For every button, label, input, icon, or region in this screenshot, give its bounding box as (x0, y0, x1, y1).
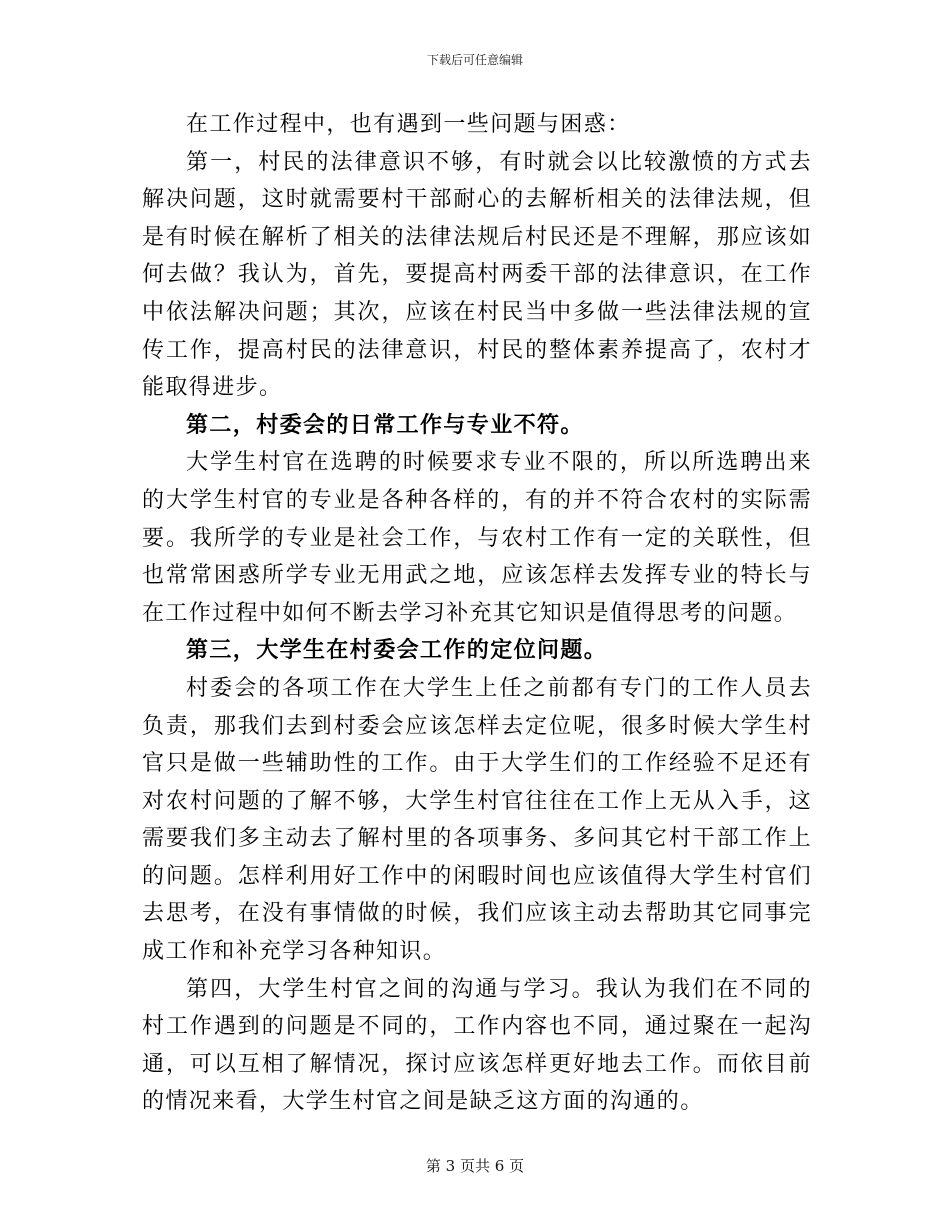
paragraph-point-two: 大学生村官在选聘的时候要求专业不限的，所以所选聘出来的大学生村官的专业是各种各样的，有的并不符合农村的实际需要。我所学的专业是社会工作，与农村工作有一定的关联性，但也常常困惑所学专业无用武之地，应该怎样去发挥专业的特长与在工作过程中如何不断去学习补充其它知识是值得思考的问题。 (142, 450, 812, 626)
heading-point-three: 第三，大学生在村委会工作的定位问题。 (186, 637, 608, 664)
paragraph-point-one: 第一，村民的法律意识不够，有时就会以比较激愤的方式去解决问题，这时就需要村干部耐心的去解析相关的法律法规，但是有时候在解析了相关的法律法规后村民还是不理解，那应该如何去做？我认为，首先，要提高村两委干部的法律意识，在工作中依法解决问题；其次，应该在村民当中多做一些法律法规的宣传工作，提高村民的法律意识，村民的整体素养提高了，农村才能取得进步。 (142, 149, 812, 401)
page-number-footer: 第 3 页共 6 页 (425, 1157, 525, 1175)
heading-point-two: 第二，村委会的日常工作与专业不符。 (186, 411, 584, 438)
paragraph-point-four: 第四，大学生村官之间的沟通与学习。我认为我们在不同的村工作遇到的问题是不同的，工作内容也不同，通过聚在一起沟通，可以互相了解情况，探讨应该怎样更好地去工作。而依目前的情况来看，大学生村官之间是缺乏这方面的沟通的。 (142, 976, 812, 1115)
paragraph-intro: 在工作过程中，也有遇到一些问题与困惑： (186, 112, 631, 137)
page-header: 下载后可任意编辑 (426, 53, 523, 67)
document-body (142, 106, 812, 1121)
paragraph-point-three: 村委会的各项工作在大学生上任之前都有专门的工作人员去负责，那我们去到村委会应该怎样去定位呢，很多时候大学生村官只是做一些辅助性的工作。由于大学生们的工作经验不足还有对农村问题的了解不够，大学生村官往往在工作上无从入手，这需要我们多主动去了解村里的各项事务、多问其它村干部工作上的问题。怎样利用好工作中的闲暇时间也应该值得大学生村官们去思考，在没有事情做的时候，我们应该主动去帮助其它同事完成工作和补充学习各种知识。 (142, 675, 812, 965)
